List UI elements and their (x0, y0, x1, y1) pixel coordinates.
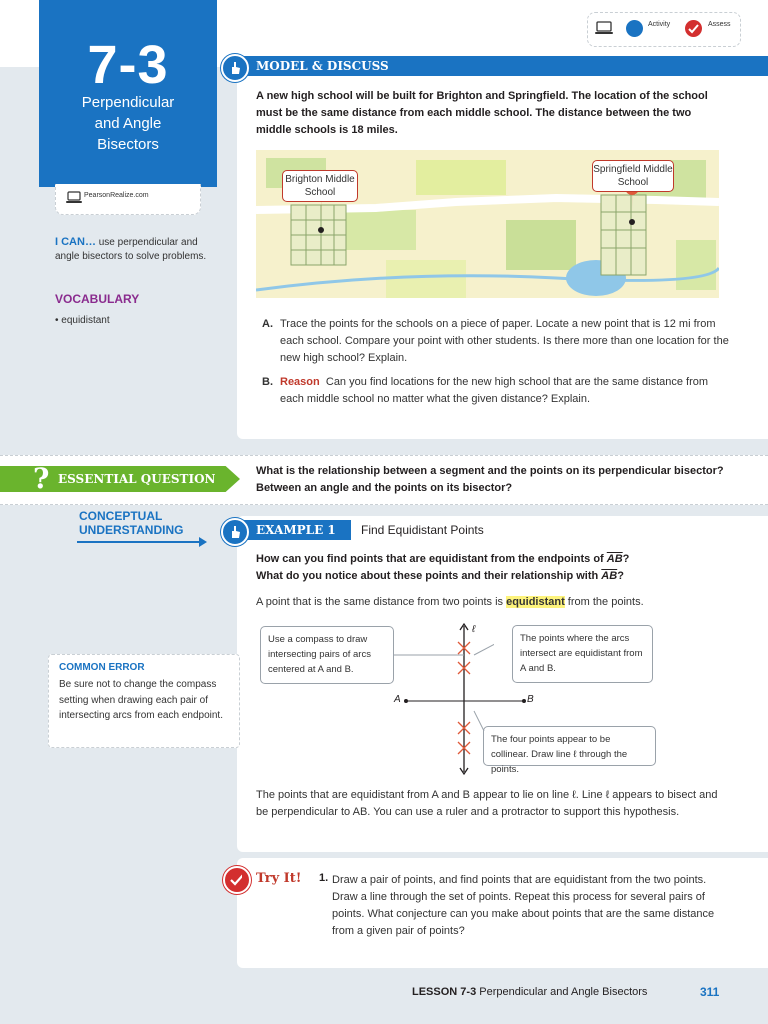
question-b-text (280, 374, 730, 408)
compass-note: Use a compass to draw intersecting pairs of arcs centered at A and B. (260, 626, 394, 684)
try-it-number: 1. (319, 872, 329, 884)
question-b-body: Can you find locations for the new high school that are the same distance from each middle school no matter what the given distance? Explain. (280, 376, 709, 405)
example-question-line: How can you find points that are equidistant from the endpoints of $\overline{AB}$? (256, 553, 630, 565)
definition-text: A point that is the same distance from two points is (256, 596, 507, 608)
brighton-grid (291, 205, 346, 265)
lesson-title (39, 92, 217, 155)
question-b-label: B. (262, 376, 273, 388)
equidistant-definition (256, 596, 736, 608)
question-a-label: A. (262, 318, 273, 330)
line-label: ℓ (472, 624, 476, 635)
concept-text: CONCEPTUAL UNDERSTANDING (79, 509, 184, 537)
lesson-header (39, 0, 217, 187)
springfield-grid (601, 195, 646, 275)
concept-underline (77, 541, 205, 543)
activity-label[interactable]: Activity (648, 21, 671, 28)
example-question (256, 551, 736, 585)
checkmark-icon (223, 866, 251, 894)
lesson-number: 7-3 (87, 35, 169, 95)
arrow-right-icon (199, 537, 209, 547)
i-can-text: use perpendicular and angle bisectors to solve problems. (55, 237, 207, 262)
assess-icon[interactable] (685, 20, 702, 37)
vocabulary-item: • equidistant (55, 315, 110, 326)
toolbar (587, 12, 741, 47)
example-question-line: What do you notice about these points and their relationship with $\overline{AB}$? (256, 570, 624, 582)
realize-link[interactable] (55, 184, 201, 215)
point-b (522, 699, 526, 703)
example-label: EXAMPLE 1 (256, 523, 336, 537)
segment-ab: $\overline{AB}$ (606, 553, 623, 565)
hand-icon (221, 518, 249, 546)
footer-title: Perpendicular and Angle Bisectors (479, 986, 648, 998)
conceptual-understanding-label (79, 509, 199, 537)
question-mark-icon: ? (33, 462, 50, 495)
lesson-title-line: and Angle (94, 115, 162, 132)
model-intro: A new high school will be built for Brighton and Springfield. The location of the school must be the same distance from each middle school. The distance between the two middle schools is 18 miles. (256, 90, 708, 136)
common-error-heading: COMMON ERROR (59, 662, 145, 673)
page-footer (412, 986, 647, 998)
model-discuss-title: MODEL & DISCUSS (256, 59, 389, 73)
essential-question-label: ESSENTIAL QUESTION (58, 472, 216, 486)
common-error-text: Be sure not to change the compass setting when drawing each pair of intersecting arcs from each endpoint. (59, 679, 223, 721)
lesson-title-line: Bisectors (97, 136, 159, 153)
question-a-text: Trace the points for the schools on a piece of paper. Locate a new point that is 12 mi from each school. Compare your point with other students. Is there more than one location for the new high school? Explain. (280, 318, 729, 364)
try-it-text: Draw a pair of points, and find points that are equidistant from the two points. Draw a line through the set of points. Repeat this process for several pairs of points. What conjecture can you make about points that are the same distance from a given pair of points? (332, 874, 715, 937)
activity-icon[interactable] (626, 20, 643, 37)
point-a-label: A (394, 694, 401, 705)
question-text: How can you find points that are equidistant from the endpoints of (256, 553, 607, 565)
hand-icon (221, 54, 249, 82)
definition-text: from the points. (564, 596, 644, 608)
question-text: What do you notice about these points and their relationship with (256, 570, 602, 582)
assess-label[interactable]: Assess (708, 21, 731, 28)
lesson-title-line: Perpendicular (81, 94, 175, 111)
footer-lesson: LESSON 7-3 (412, 986, 477, 998)
point-b-label: B (527, 694, 534, 705)
try-it-label: Try It! (256, 871, 302, 886)
realize-text[interactable]: PearsonRealize.com (84, 192, 149, 199)
laptop-icon[interactable] (594, 21, 614, 36)
segment-ab: $\overline{AB}$ (601, 570, 618, 582)
collinear-note: The four points appear to be collinear. Draw line ℓ through the points. (483, 726, 656, 766)
common-error-box (48, 654, 240, 748)
example-conclusion: The points that are equidistant from A and B appear to lie on line ℓ. Line ℓ appears to bisect and be perpendicular to AB. You can use a ruler and a protractor to support this hypothesis. (256, 789, 718, 818)
i-can-statement (55, 235, 215, 264)
brighton-label: Brighton Middle School (282, 170, 358, 202)
essential-question-text: What is the relationship between a segment and the points on its perpendicular bisector? Between an angle and the points on its bisector? (256, 465, 724, 494)
highlighted-term: equidistant (506, 596, 565, 608)
springfield-label: Springfield Middle School (592, 160, 674, 192)
map-figure (256, 150, 719, 298)
callout-lines (394, 635, 494, 735)
example-title: Find Equidistant Points (361, 523, 484, 537)
intersection-note: The points where the arcs intersect are equidistant from A and B. (512, 625, 653, 683)
reason-tag: Reason (280, 376, 320, 388)
i-can-lead: I CAN… (55, 236, 96, 248)
laptop-icon (66, 191, 82, 204)
vocabulary-heading: VOCABULARY (55, 292, 140, 306)
page-number: 311 (700, 985, 720, 999)
